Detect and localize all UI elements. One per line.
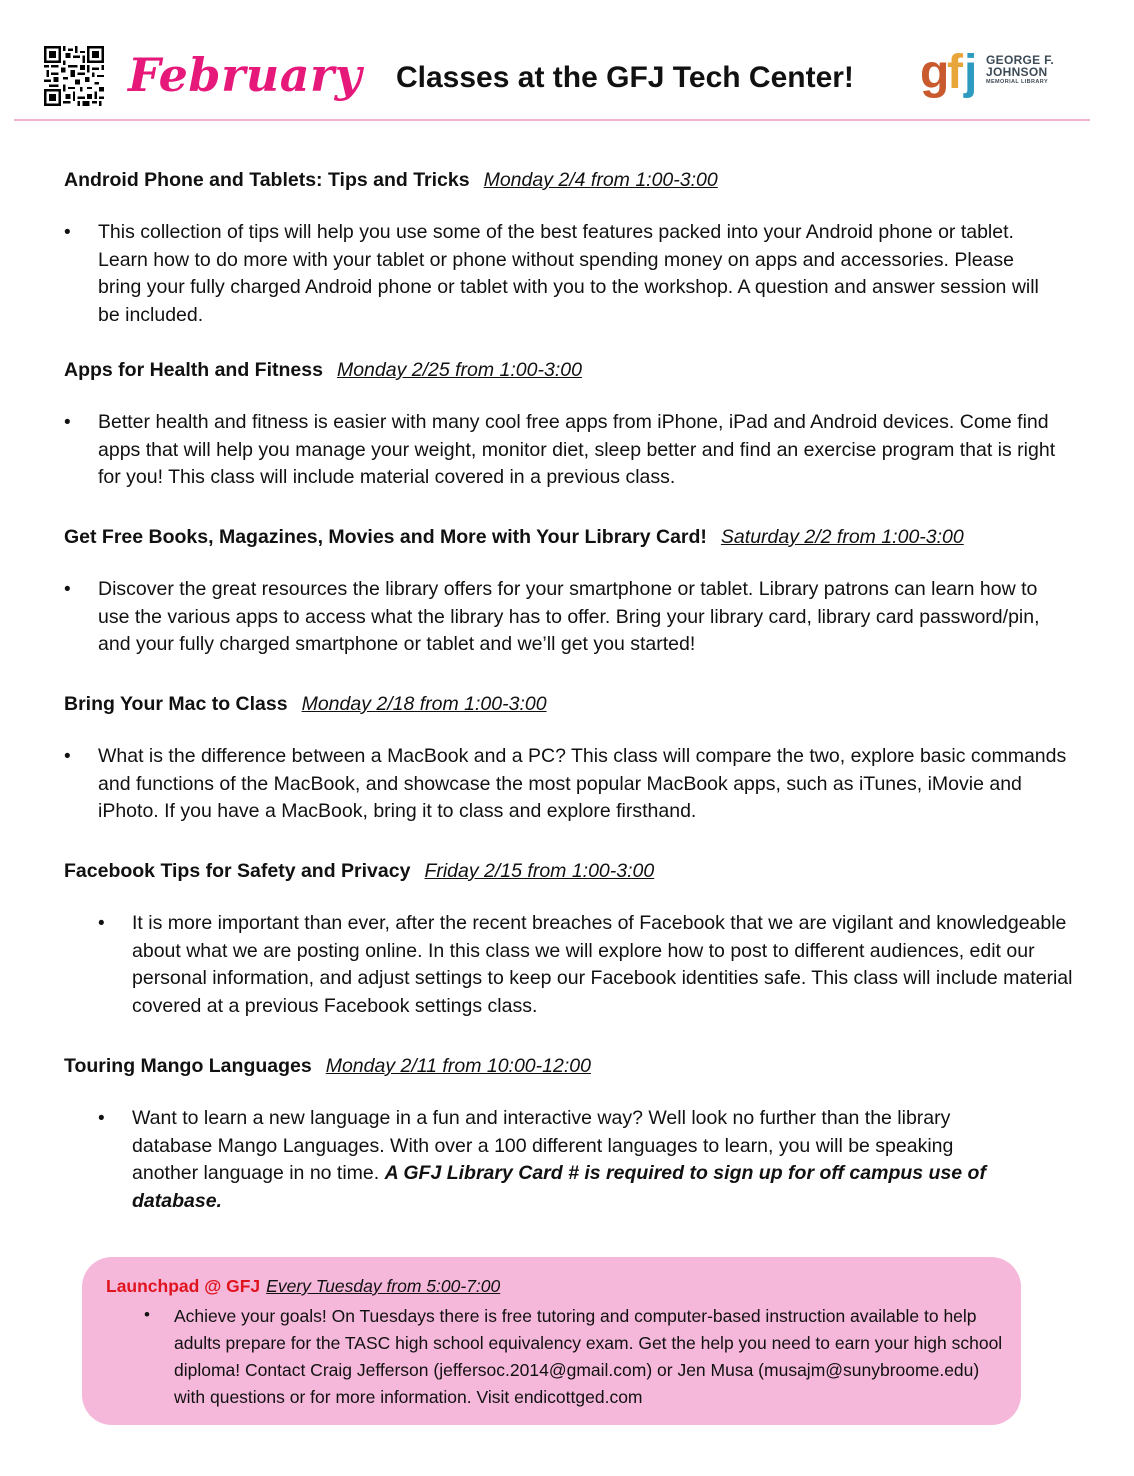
class-heading bbox=[64, 691, 1084, 717]
class-date: Monday 2/18 from 1:00-3:00 bbox=[301, 693, 547, 715]
logo-line-1: GEORGE F. bbox=[986, 53, 1055, 67]
bullet-icon: • bbox=[98, 1108, 105, 1129]
title-month: February bbox=[128, 48, 363, 102]
class-heading bbox=[64, 1053, 1084, 1079]
bullet-icon: • bbox=[64, 412, 71, 433]
page-title: Classes at the GFJ Tech Center! bbox=[396, 61, 854, 94]
class-title: Get Free Books, Magazines, Movies and More with Your Library Card! bbox=[64, 526, 707, 548]
class-description: Better health and fitness is easier with many cool free apps from iPhone, iPad and Android devices. Come find apps that will help you manage your weight, monitor diet, sleep better and find an exercise program that is right for you! This class will include material covered in a previous class. bbox=[98, 411, 1056, 489]
class-section-android bbox=[64, 167, 1084, 330]
class-title: Android Phone and Tablets: Tips and Tricks bbox=[64, 169, 470, 191]
header-divider bbox=[14, 119, 1090, 121]
class-description-text: Want to learn a new language in a fun and interactive way? Well look no further than the library database Mango Languages. With over a 100 different languages to learn, you will be speaking another language in no time. bbox=[132, 1107, 954, 1185]
class-heading bbox=[64, 357, 1084, 383]
class-title: Touring Mango Languages bbox=[64, 1055, 312, 1077]
class-description-block bbox=[64, 743, 1084, 826]
bullet-icon: • bbox=[98, 913, 105, 934]
bullet-icon: • bbox=[64, 746, 71, 767]
launchpad-description: Achieve your goals! On Tuesdays there is free tutoring and computer-based instruction available to help adults prepare for the TASC high school equivalency exam. Get the help you need to earn your high school diploma! Contact Craig Jefferson (jeffersoc.2014@gmail.com) or Jen Musa (musajm@sunybroome.edu) with questions or for more information. Visit endicottged.com bbox=[174, 1306, 1003, 1407]
class-description-block bbox=[64, 910, 1084, 1021]
page-header bbox=[0, 0, 1134, 125]
class-title: Facebook Tips for Safety and Privacy bbox=[64, 860, 411, 882]
launchpad-callout bbox=[82, 1257, 1021, 1425]
svg-text:g: g bbox=[920, 46, 950, 99]
class-section-mac bbox=[64, 691, 1084, 826]
svg-text:j: j bbox=[964, 46, 978, 99]
class-description: This collection of tips will help you use some of the best features packed into your Android phone or tablet. Learn how to do more with your tablet or phone without spending money on apps and accessories. Please bring your fully charged Android phone or tablet with you to the workshop. A question and answer session will be included. bbox=[98, 221, 1039, 327]
class-description-block bbox=[64, 409, 1084, 492]
class-description: It is more important than ever, after the recent breaches of Facebook that we are vigilant and knowledgeable about what we are posting online. In this class we will explore how to post to different audiences, edit our personal information, and adjust settings to keep our Facebook identities safe. This class will include material covered at a previous Facebook settings class. bbox=[132, 912, 1073, 1018]
launchpad-heading bbox=[106, 1275, 500, 1297]
class-date: Saturday 2/2 from 1:00-3:00 bbox=[720, 526, 964, 548]
class-date: Friday 2/15 from 1:00-3:00 bbox=[424, 860, 655, 882]
class-section-mango bbox=[64, 1053, 1084, 1216]
class-heading bbox=[64, 858, 1084, 884]
class-date: Monday 2/4 from 1:00-3:00 bbox=[483, 169, 718, 191]
bullet-icon: • bbox=[64, 579, 71, 600]
class-heading bbox=[64, 167, 1084, 193]
class-heading bbox=[64, 524, 1084, 550]
class-date: Monday 2/11 from 10:00-12:00 bbox=[325, 1055, 591, 1077]
class-section-library-card bbox=[64, 524, 1084, 659]
class-date: Monday 2/25 from 1:00-3:00 bbox=[336, 359, 582, 381]
class-description: What is the difference between a MacBook and a PC? This class will compare the two, explore basic commands and functions of the MacBook, and showcase the most popular MacBook apps, such as iTunes, iMovie and iPhoto. If you have a MacBook, bring it to class and explore firsthand. bbox=[98, 745, 1067, 823]
bullet-icon: • bbox=[64, 222, 71, 243]
launchpad-date: Every Tuesday from 5:00-7:00 bbox=[266, 1276, 501, 1296]
class-title: Bring Your Mac to Class bbox=[64, 693, 288, 715]
class-description bbox=[132, 1105, 1022, 1216]
class-section-facebook bbox=[64, 858, 1084, 1021]
class-description-block bbox=[64, 1105, 1084, 1216]
launchpad-title: Launchpad @ GFJ bbox=[106, 1276, 261, 1296]
qr-code-icon[interactable] bbox=[44, 46, 104, 106]
gfj-logo-icon bbox=[920, 44, 982, 104]
class-description-block bbox=[64, 219, 1084, 330]
class-description-block bbox=[64, 576, 1084, 659]
library-card-requirement: A GFJ Library Card # is required to sign up for off campus use of database. bbox=[132, 1162, 986, 1213]
bullet-icon: • bbox=[144, 1305, 150, 1324]
class-section-health bbox=[64, 357, 1084, 492]
logo-line-3: MEMORIAL LIBRARY bbox=[986, 79, 1049, 85]
class-title: Apps for Health and Fitness bbox=[64, 359, 323, 381]
svg-text:f: f bbox=[947, 46, 963, 99]
logo-wordmark bbox=[986, 54, 1054, 87]
library-logo[interactable] bbox=[920, 44, 1070, 104]
logo-line-2: JOHNSON bbox=[986, 65, 1048, 79]
class-description: Discover the great resources the library offers for your smartphone or tablet. Library patrons can learn how to use the various apps to access what the library has to offer. Bring your library card, library card password/pin, and your fully charged smartphone or tablet and we’ll get you started! bbox=[98, 578, 1040, 656]
